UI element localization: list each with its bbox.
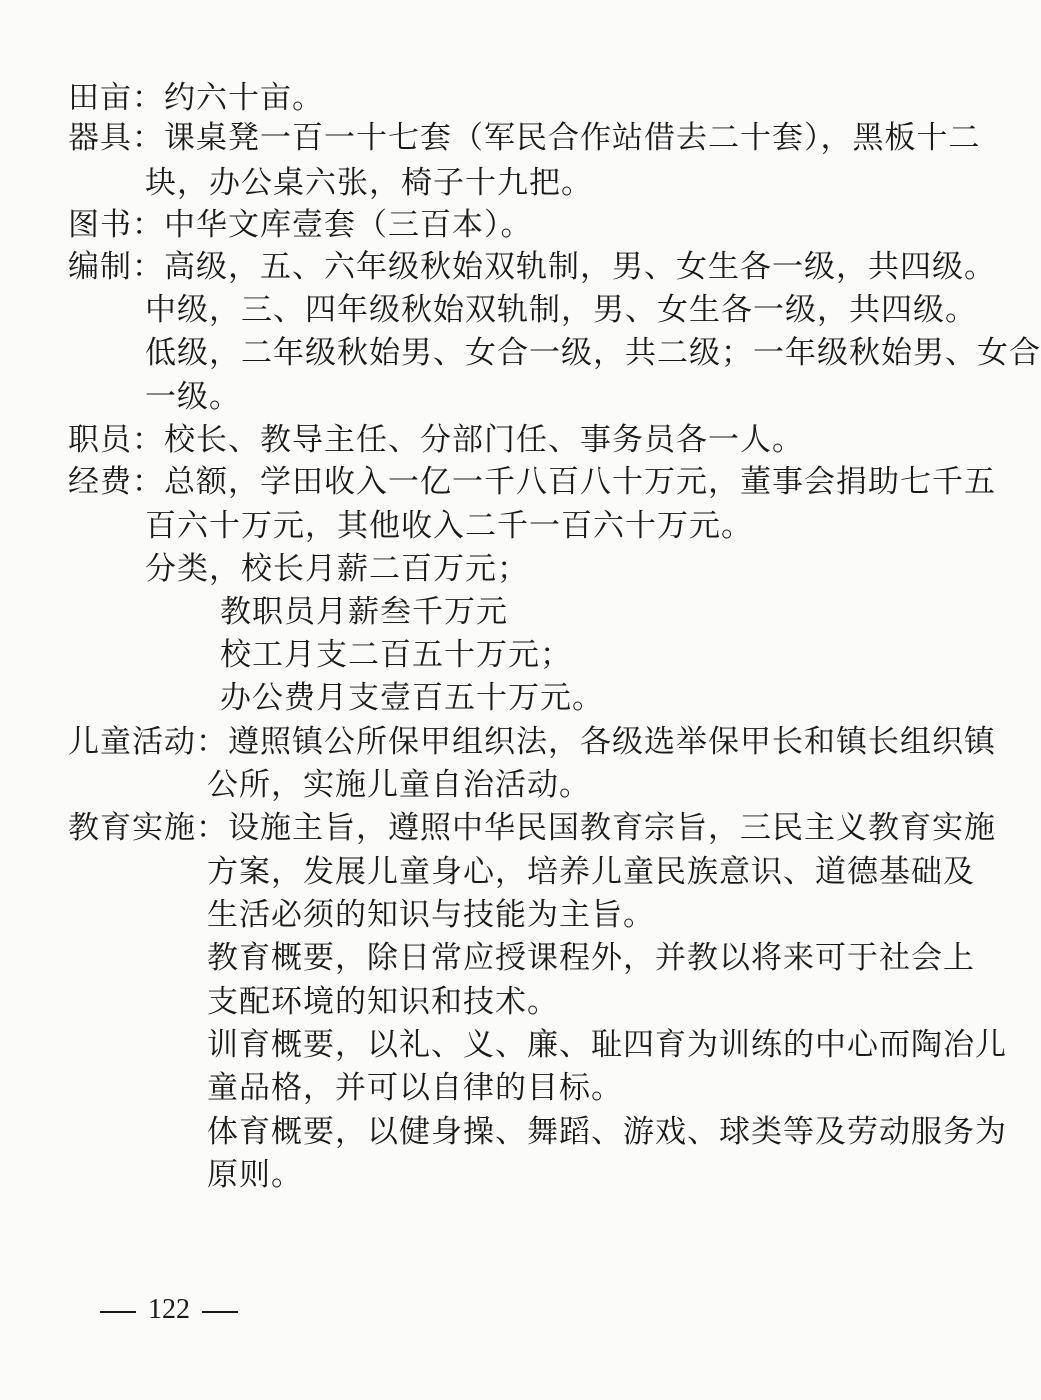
text-line-equipment: 器具：课桌凳一百一十七套（军民合作站借去二十套），黑板十二	[68, 120, 981, 156]
text-line-classification: 分类，校长月薪二百万元；	[145, 551, 529, 587]
text-line-education-cont2: 生活必须的知识与技能为主旨。	[207, 897, 655, 933]
left-dash	[100, 1311, 136, 1313]
text-line-lower: 低级，二年级秋始男、女合一级，共二级；一年级秋始男、女合	[145, 335, 1041, 371]
text-line-children-activity-cont: 公所，实施儿童自治活动。	[207, 767, 591, 803]
text-line-physical-cont: 原则。	[207, 1157, 303, 1193]
text-line-equipment-cont: 块，办公桌六张，椅子十九把。	[145, 165, 593, 201]
text-line-education-cont1: 方案，发展儿童身心，培养儿童民族意识、道德基础及	[207, 854, 975, 890]
text-line-children-activity: 儿童活动：遵照镇公所保甲组织法，各级选举保甲长和镇长组织镇	[68, 724, 996, 760]
page-number: 122	[148, 1294, 190, 1325]
text-line-books: 图书：中华文库壹套（三百本）。	[68, 207, 533, 243]
text-line-lower-cont: 一级。	[145, 379, 241, 415]
text-line-funding: 经费：总额，学田收入一亿一千八百八十万元，董事会捐助七千五	[68, 464, 996, 500]
text-line-education: 教育实施：设施主旨，遵照中华民国教育宗旨，三民主义教育实施	[68, 810, 996, 846]
text-line-education-summary: 教育概要，除日常应授课程外，并教以将来可于社会上	[207, 940, 975, 976]
text-line-discipline: 训育概要，以礼、义、廉、耻四育为训练的中心而陶冶儿	[207, 1027, 1007, 1063]
text-line-staff: 职员：校长、教导主任、分部门任、事务员各一人。	[68, 422, 804, 458]
text-line-fields: 田亩：约六十亩。	[68, 80, 324, 116]
text-line-physical: 体育概要，以健身操、舞蹈、游戏、球类等及劳动服务为	[207, 1114, 1007, 1150]
text-line-teacher-salary: 教职员月薪叁千万元	[220, 594, 508, 630]
text-line-funding-cont: 百六十万元，其他收入二千一百六十万元。	[145, 508, 753, 544]
page-footer	[100, 1290, 238, 1330]
text-line-organization: 编制：高级，五、六年级秋始双轨制，男、女生各一级，共四级。	[68, 249, 996, 285]
right-dash	[202, 1311, 238, 1313]
text-line-discipline-cont: 童品格，并可以自律的目标。	[207, 1070, 623, 1106]
text-line-intermediate: 中级，三、四年级秋始双轨制，男、女生各一级，共四级。	[145, 292, 977, 328]
text-line-education-summary-cont: 支配环境的知识和技术。	[207, 984, 559, 1020]
text-line-office-cost: 办公费月支壹百五十万元。	[220, 680, 604, 716]
text-line-worker-pay: 校工月支二百五十万元；	[220, 637, 572, 673]
